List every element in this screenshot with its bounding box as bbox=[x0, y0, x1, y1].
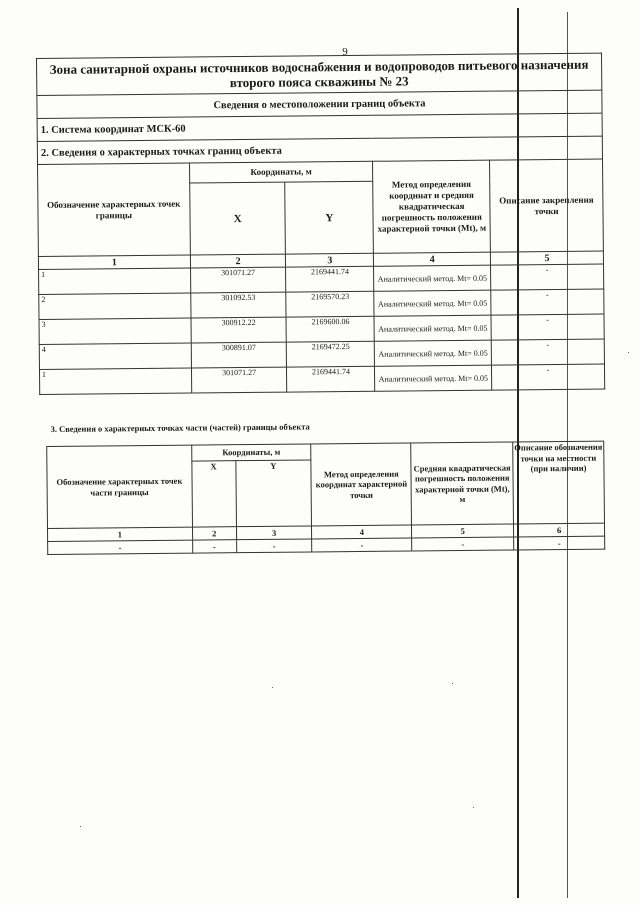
method: Аналитический метод. Mt= 0.05 bbox=[375, 365, 492, 391]
method: Аналитический метод. Mt= 0.05 bbox=[374, 290, 491, 316]
coord-x: 301092.53 bbox=[190, 292, 286, 318]
scan-speck bbox=[473, 807, 474, 808]
point-id: 1 bbox=[39, 368, 191, 394]
empty-cell: - bbox=[312, 538, 412, 552]
scan-speck bbox=[628, 352, 629, 353]
page-number: 9 bbox=[342, 46, 348, 58]
point-id: 3 bbox=[39, 318, 191, 344]
scan-speck bbox=[272, 687, 273, 688]
empty-cell: - bbox=[48, 540, 193, 554]
empty-cell: - bbox=[514, 536, 605, 550]
point-id: 2 bbox=[39, 293, 191, 319]
point-description: - bbox=[492, 364, 605, 390]
coord-x: 300912.22 bbox=[191, 317, 287, 343]
section-1-heading: 1. Система координат МСК-60 bbox=[37, 113, 602, 141]
header-point-designation: Обозначение характерных точек части границы bbox=[47, 445, 192, 528]
coord-y: 2169441.74 bbox=[286, 266, 374, 292]
coord-x: 301071.27 bbox=[190, 267, 286, 293]
point-description: - bbox=[491, 314, 604, 340]
column-number: 3 bbox=[286, 253, 374, 267]
document-subtitle: Сведения о местоположении границ объекта bbox=[37, 90, 602, 118]
column-number: 2 bbox=[190, 254, 286, 268]
header-y: Y bbox=[285, 181, 374, 254]
column-number: 3 bbox=[236, 526, 312, 540]
column-number: 4 bbox=[374, 252, 491, 266]
coord-y: 2169472.25 bbox=[287, 341, 375, 367]
coord-y: 2169600.06 bbox=[286, 316, 374, 342]
header-point-description: Описание обозначения точки на местности (при наличии) bbox=[513, 441, 605, 524]
header-coordinates: Координаты, м bbox=[191, 444, 311, 461]
header-error: Средняя квадратическая погрешность положения характерной точки (Mt), м bbox=[411, 442, 514, 525]
column-number: 1 bbox=[38, 255, 190, 269]
header-x: X bbox=[192, 461, 237, 527]
column-number: 2 bbox=[192, 527, 236, 540]
point-description: - bbox=[491, 264, 604, 290]
empty-cell: - bbox=[236, 539, 312, 553]
empty-cell: - bbox=[412, 537, 514, 551]
coord-x: 300891.07 bbox=[191, 342, 287, 368]
header-coordinates: Координаты, м bbox=[189, 161, 373, 183]
header-point-designation: Обозначение характерных точек границы bbox=[38, 163, 191, 256]
section-2-heading: 2. Сведения о характерных точках границ объекта bbox=[37, 136, 602, 164]
point-description: - bbox=[491, 339, 604, 365]
point-id: 1 bbox=[39, 268, 191, 294]
document-title: Зона санитарной охраны источников водоснабжения и водопроводов питьевого назначения второго пояса скважины № 23 bbox=[37, 53, 602, 95]
header-method: Метод определения координат характерной точки bbox=[311, 443, 412, 526]
column-number: 1 bbox=[48, 527, 193, 541]
column-number: 5 bbox=[412, 524, 514, 538]
header-y: Y bbox=[235, 460, 311, 527]
scan-speck bbox=[452, 683, 453, 684]
method: Аналитический метод. Mt= 0.05 bbox=[374, 315, 491, 341]
section-3-heading: 3. Сведения о характерных точках части (частей) границы объекта bbox=[46, 419, 603, 447]
header-point-description: Описание закрепления точки bbox=[490, 159, 604, 252]
boundary-document-table bbox=[36, 53, 605, 395]
coord-y: 2169570.23 bbox=[286, 291, 374, 317]
empty-cell: - bbox=[192, 540, 236, 553]
section-3-table bbox=[46, 419, 605, 555]
method: Аналитический метод. Mt= 0.05 bbox=[374, 265, 491, 291]
point-description: - bbox=[491, 289, 604, 315]
table-row bbox=[39, 364, 604, 394]
method: Аналитический метод. Mt= 0.05 bbox=[375, 340, 492, 366]
coord-x: 301071.27 bbox=[191, 367, 287, 393]
header-method: Метод определения координат и средняя квадратическая погрешность положения характерной точки (Mt), м bbox=[373, 160, 491, 253]
column-number: 4 bbox=[312, 525, 412, 539]
coord-y: 2169441.74 bbox=[287, 366, 375, 392]
point-id: 4 bbox=[39, 343, 191, 369]
column-number: 6 bbox=[514, 523, 605, 537]
column-number: 5 bbox=[491, 251, 604, 265]
header-x: X bbox=[189, 182, 285, 255]
scan-speck bbox=[80, 826, 81, 827]
